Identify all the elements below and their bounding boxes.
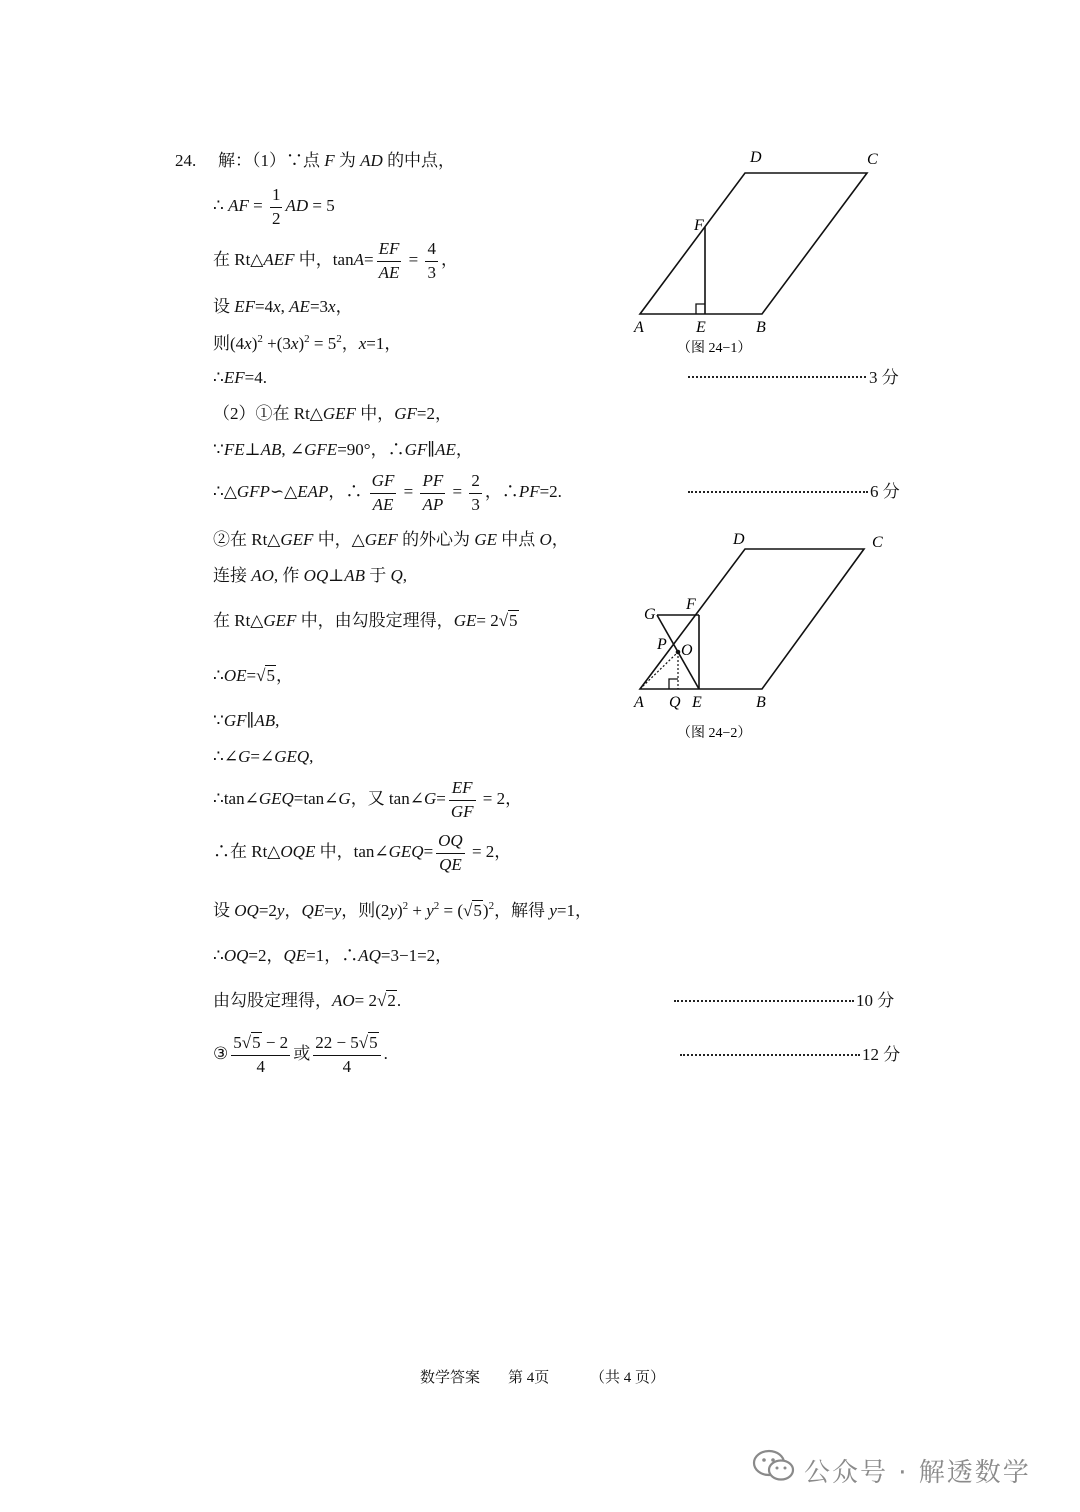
fraction-oq-qe: $\frac{OQ}{QE}$ bbox=[438, 831, 463, 874]
label-a: A bbox=[634, 319, 644, 336]
label-e: E bbox=[692, 694, 702, 711]
solution-line-6: ∴EF=4. bbox=[213, 368, 267, 387]
solution-line-9: ∴△GFP∽△EAP，∴ $\frac{GF}{AE}$ = $\frac{PF}{AP}$ = $\frac{2}{3}$ ，∴PF=2. bbox=[213, 471, 562, 514]
score-label-2: 6 分 bbox=[870, 482, 900, 501]
solution-line-12: 在 Rt△GEF 中，由勾股定理得，GE= 2√5 bbox=[213, 611, 518, 630]
score-leader-2 bbox=[688, 491, 868, 493]
solution-line-3: 在 Rt△AEF 中，tanA= $\frac{EF}{AE}$ = $\frac{4}{3}$ ， bbox=[213, 239, 458, 282]
label-b: B bbox=[756, 319, 766, 336]
parallelogram-abcd bbox=[640, 173, 867, 314]
fraction-four-thirds: $\frac{4}{3}$ bbox=[427, 239, 436, 282]
fraction-answer-1: $\frac{5√5 - 2}{4}$ bbox=[233, 1033, 289, 1076]
footer-page: 第 4页 bbox=[508, 1370, 550, 1386]
fraction-ef-ae: $\frac{EF}{AE}$ bbox=[378, 239, 400, 282]
label-q: Q bbox=[669, 694, 681, 711]
solution-line-13: ∴OE=√5， bbox=[213, 666, 293, 685]
label-p: P bbox=[657, 636, 667, 653]
right-angle-mark bbox=[669, 679, 678, 689]
label-d: D bbox=[750, 149, 762, 166]
sqrt-5: √5 bbox=[463, 901, 482, 920]
score-leader-3 bbox=[674, 1000, 854, 1002]
solution-line-18: 设 OQ=2y，QE=y，则$(2y)^2 + y^2 = (√5)^2$，解得 y=1， bbox=[213, 900, 592, 920]
solution-line-7: （2）①在 Rt△GEF 中，GF=2， bbox=[213, 404, 452, 423]
solution-line-8: ∵FE⊥AB, ∠GFE=90°，∴GF∥AE， bbox=[213, 440, 473, 459]
score-label-4: 12 分 bbox=[862, 1045, 901, 1064]
figure-caption: （图 24−2） bbox=[677, 726, 752, 741]
label-c: C bbox=[872, 534, 883, 551]
figure-caption: （图 24−1） bbox=[677, 341, 752, 356]
solution-line-5: 则$(4x)^2 +(3x)^2 = 5^2$，x=1， bbox=[213, 333, 402, 353]
label-a: A bbox=[634, 694, 644, 711]
fraction-answer-2: $\frac{22 - 5√5}{4}$ bbox=[313, 1034, 380, 1076]
solution-line-10: ②在 Rt△GEF 中，△GEF 的外心为 GE 中点 O， bbox=[213, 530, 569, 549]
score-label-1: 3 分 bbox=[869, 368, 899, 387]
label-f: F bbox=[694, 217, 704, 234]
label-c: C bbox=[867, 151, 878, 168]
label-o: O bbox=[681, 642, 693, 659]
sqrt-5: √5 bbox=[256, 666, 275, 685]
fraction-gf-ae: $\frac{GF}{AE}$ bbox=[371, 471, 395, 514]
watermark-text: 公众号 · 解透数学 bbox=[804, 1458, 1031, 1488]
segment-ao bbox=[640, 652, 678, 689]
fraction-pf-ap: $\frac{PF}{AP}$ bbox=[422, 471, 444, 514]
fraction-two-thirds: $\frac{2}{3}$ bbox=[471, 471, 480, 514]
solution-line-16: ∴tan∠GEQ=tan∠G，又 tan∠G= $\frac{EF}{GF}$ = 2， bbox=[213, 778, 523, 821]
figure-24-1 bbox=[620, 140, 900, 365]
solution-line-17: ∴在 Rt△OQE 中，tan∠GEQ= $\frac{OQ}{QE}$ = 2， bbox=[213, 831, 512, 874]
fraction-ef-gf: $\frac{EF}{GF}$ bbox=[450, 778, 474, 821]
solution-line-20: 由勾股定理得，AO= 2√2. bbox=[213, 991, 402, 1010]
solution-line-14: ∵GF∥AB, bbox=[213, 711, 280, 730]
solution-line-19: ∴OQ=2，QE=1，∴AQ=3−1=2， bbox=[213, 946, 453, 965]
sqrt-2: √2 bbox=[377, 991, 396, 1010]
label-e: E bbox=[696, 319, 706, 336]
label-b: B bbox=[756, 694, 766, 711]
score-label-3: 10 分 bbox=[856, 991, 895, 1010]
parallelogram-abcd bbox=[640, 549, 864, 689]
footer-total: （共 4 页） bbox=[590, 1370, 666, 1386]
point-o bbox=[676, 650, 681, 655]
solution-line-2: ∴ AF = $\frac{1}{2}$ AD = 5 bbox=[213, 185, 335, 228]
solution-line-15: ∴∠G=∠GEQ, bbox=[213, 747, 314, 766]
score-leader-1 bbox=[688, 376, 866, 378]
problem-number: 24. bbox=[175, 151, 197, 170]
footer-subject: 数学答案 bbox=[420, 1370, 481, 1386]
score-leader-4 bbox=[680, 1054, 860, 1056]
figure-24-2 bbox=[620, 525, 900, 750]
label-d: D bbox=[733, 531, 745, 548]
solution-line-4: 设 EF=4x, AE=3x， bbox=[213, 297, 353, 316]
solution-line-11: 连接 AO, 作 OQ⊥AB 于 Q, bbox=[213, 566, 408, 585]
solution-line-21: ③ $\frac{5√5 - 2}{4}$ 或 $\frac{22 - 5√5}{4}$ . bbox=[213, 1033, 388, 1076]
wechat-icon bbox=[752, 1448, 796, 1484]
solution-line-1: 解：（1）∵点 F 为 AD 的中点， bbox=[218, 151, 456, 170]
fraction-half: $\frac{1}{2}$ bbox=[271, 185, 281, 228]
label-f: F bbox=[686, 596, 696, 613]
right-angle-mark bbox=[696, 304, 705, 314]
sqrt-5: √5 bbox=[498, 611, 518, 630]
label-g: G bbox=[644, 606, 656, 623]
